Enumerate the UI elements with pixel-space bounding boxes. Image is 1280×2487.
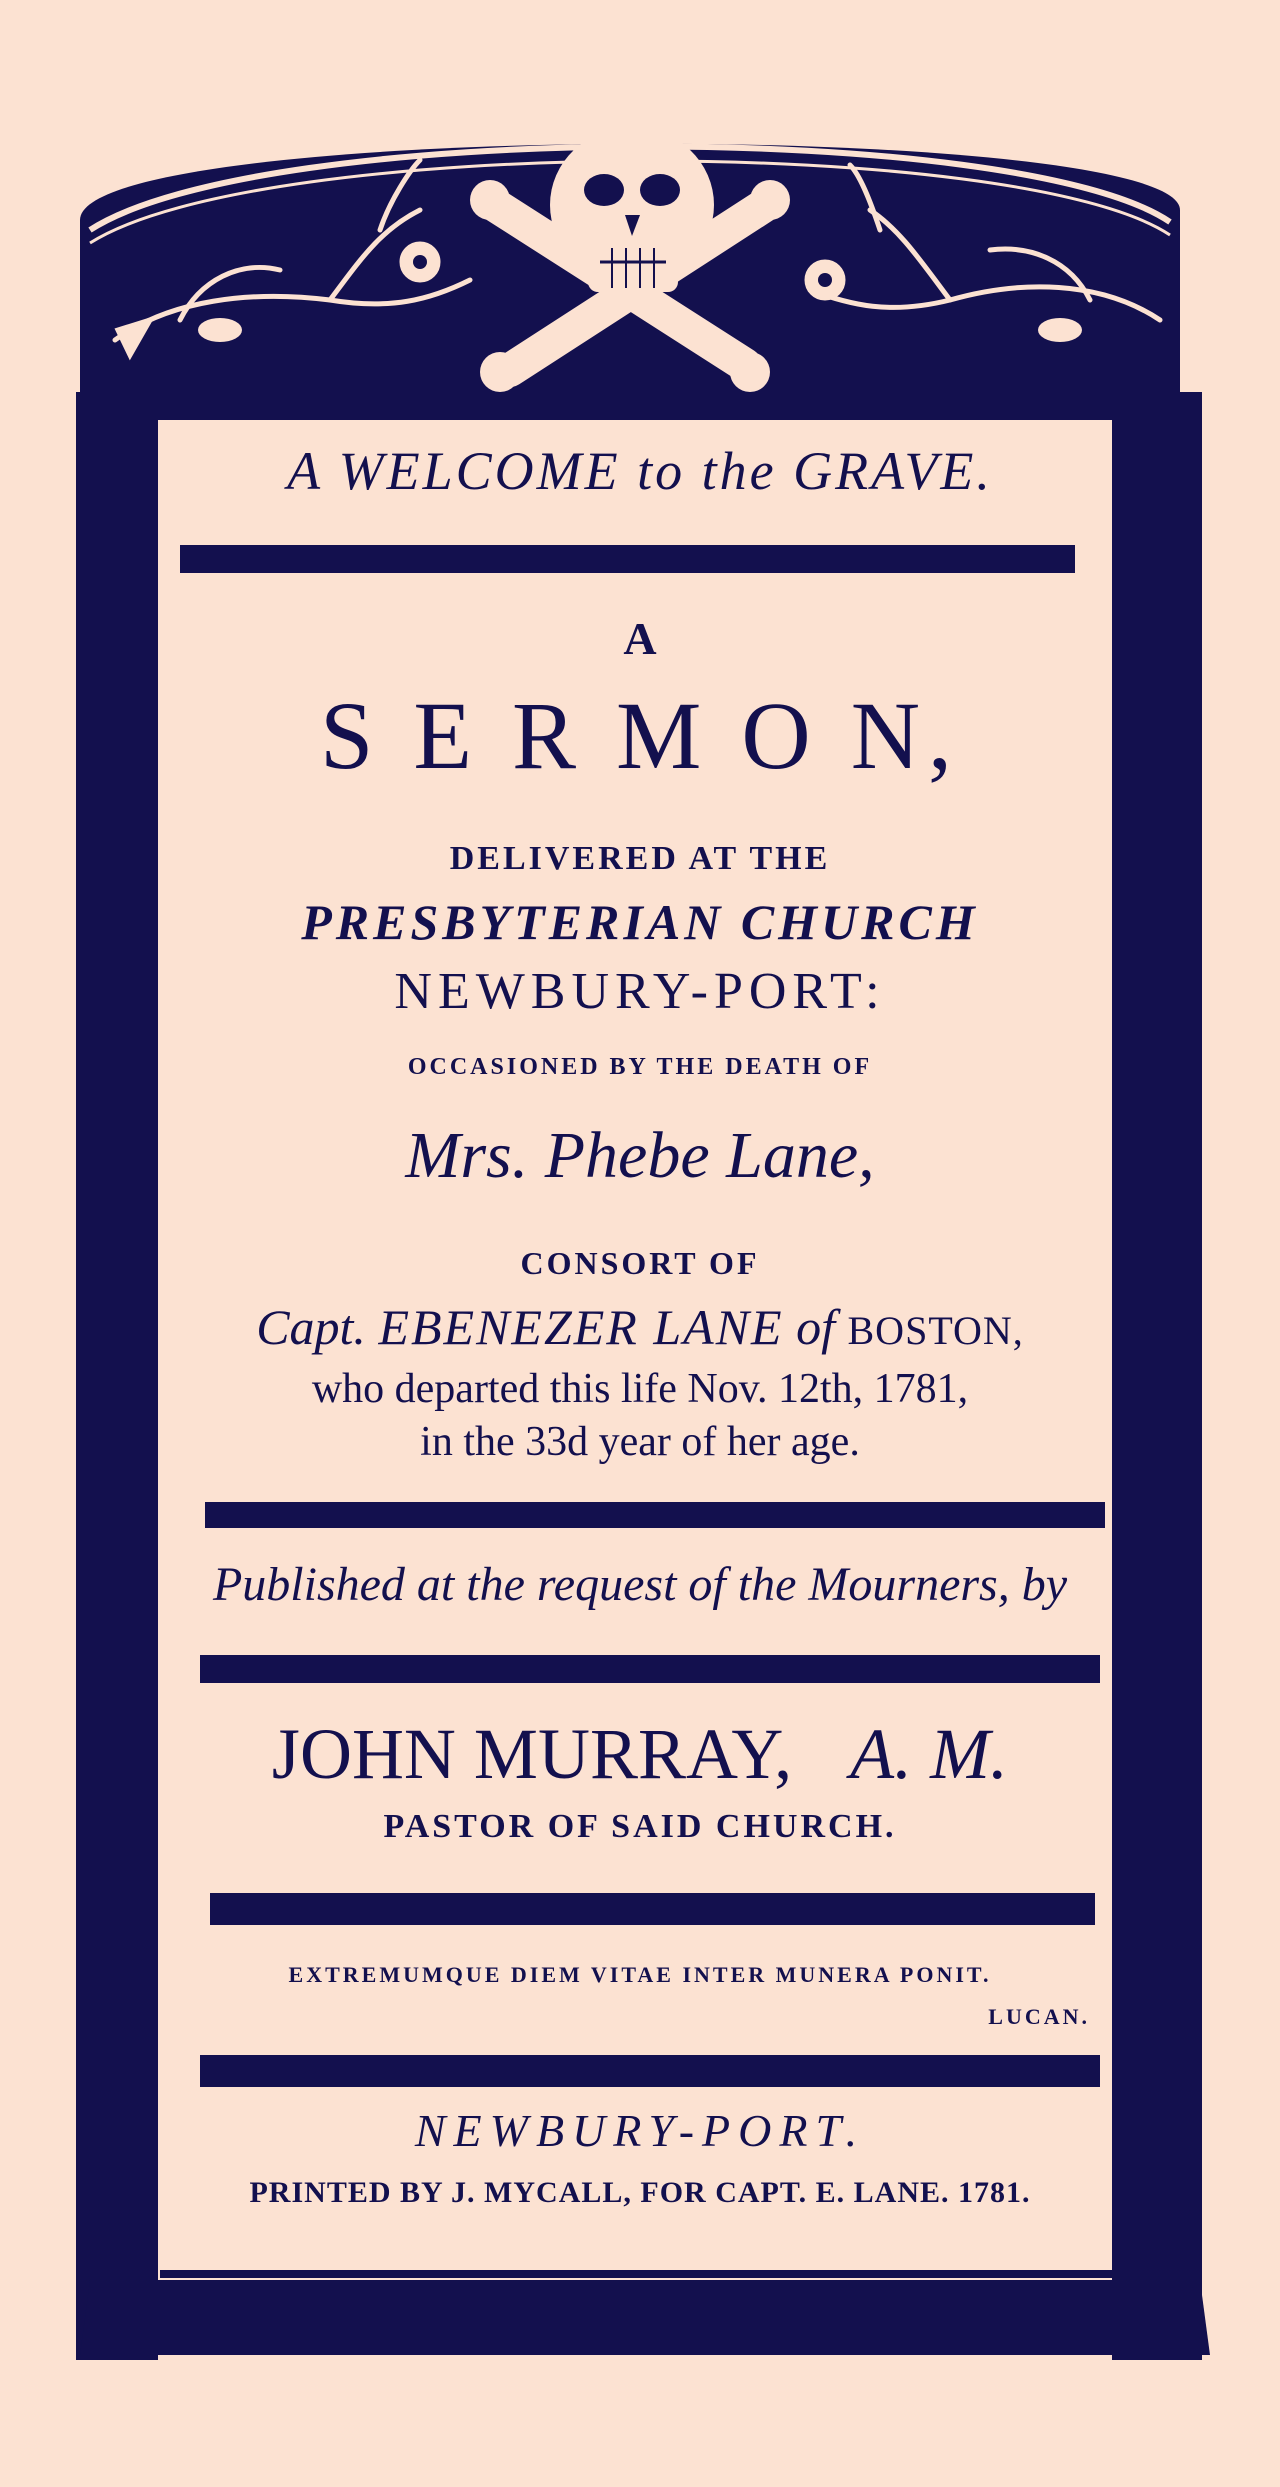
article-a: A: [623, 613, 657, 664]
age-line: in the 33d year of her age.: [420, 1419, 860, 1465]
consort-line: CONSORT OF: [520, 1245, 760, 1281]
departed-line: who departed this life Nov. 12th, 1781,: [311, 1366, 969, 1412]
church-line: PRESBYTERIAN CHURCH: [301, 894, 979, 950]
husband-city: BOSTON,: [847, 1308, 1024, 1353]
header-line: A WELCOME to the GRAVE.: [287, 441, 993, 501]
husband-name: EBENEZER LANE: [378, 1299, 784, 1355]
deceased-name: Mrs. Phebe Lane,: [405, 1119, 875, 1192]
author-line: [180, 1713, 1100, 1796]
right-pillar: [1112, 400, 1202, 2360]
published-line: Published at the request of the Mourners, by: [212, 1558, 1068, 1611]
occasioned-line: OCCASIONED BY THE DEATH OF: [407, 1054, 873, 1080]
author-name: JOHN MURRAY,: [271, 1714, 793, 1794]
author-degree: A. M.: [850, 1714, 1009, 1794]
epigraph-source: LUCAN.: [988, 2004, 1090, 2029]
imprint-printer: PRINTED BY J. MYCALL, FOR CAPT. E. LANE. 1781.: [249, 2176, 1031, 2209]
town-line: NEWBURY-PORT:: [394, 963, 886, 1020]
left-pillar: [76, 400, 158, 2360]
imprint-place: NEWBURY-PORT.: [414, 2105, 866, 2156]
husband-line: [180, 1298, 1100, 1356]
text-column: [180, 0, 1100, 2487]
husband-title: Capt.: [256, 1299, 366, 1355]
author-role: PASTOR OF SAID CHURCH.: [383, 1808, 897, 1845]
husband-of: of: [796, 1299, 835, 1355]
sermon-heading: S E R M O N,: [319, 682, 961, 789]
epigraph: EXTREMUMQUE DIEM VITAE INTER MUNERA PONIT.: [288, 1962, 992, 1987]
delivered-line: DELIVERED AT THE: [449, 840, 831, 877]
